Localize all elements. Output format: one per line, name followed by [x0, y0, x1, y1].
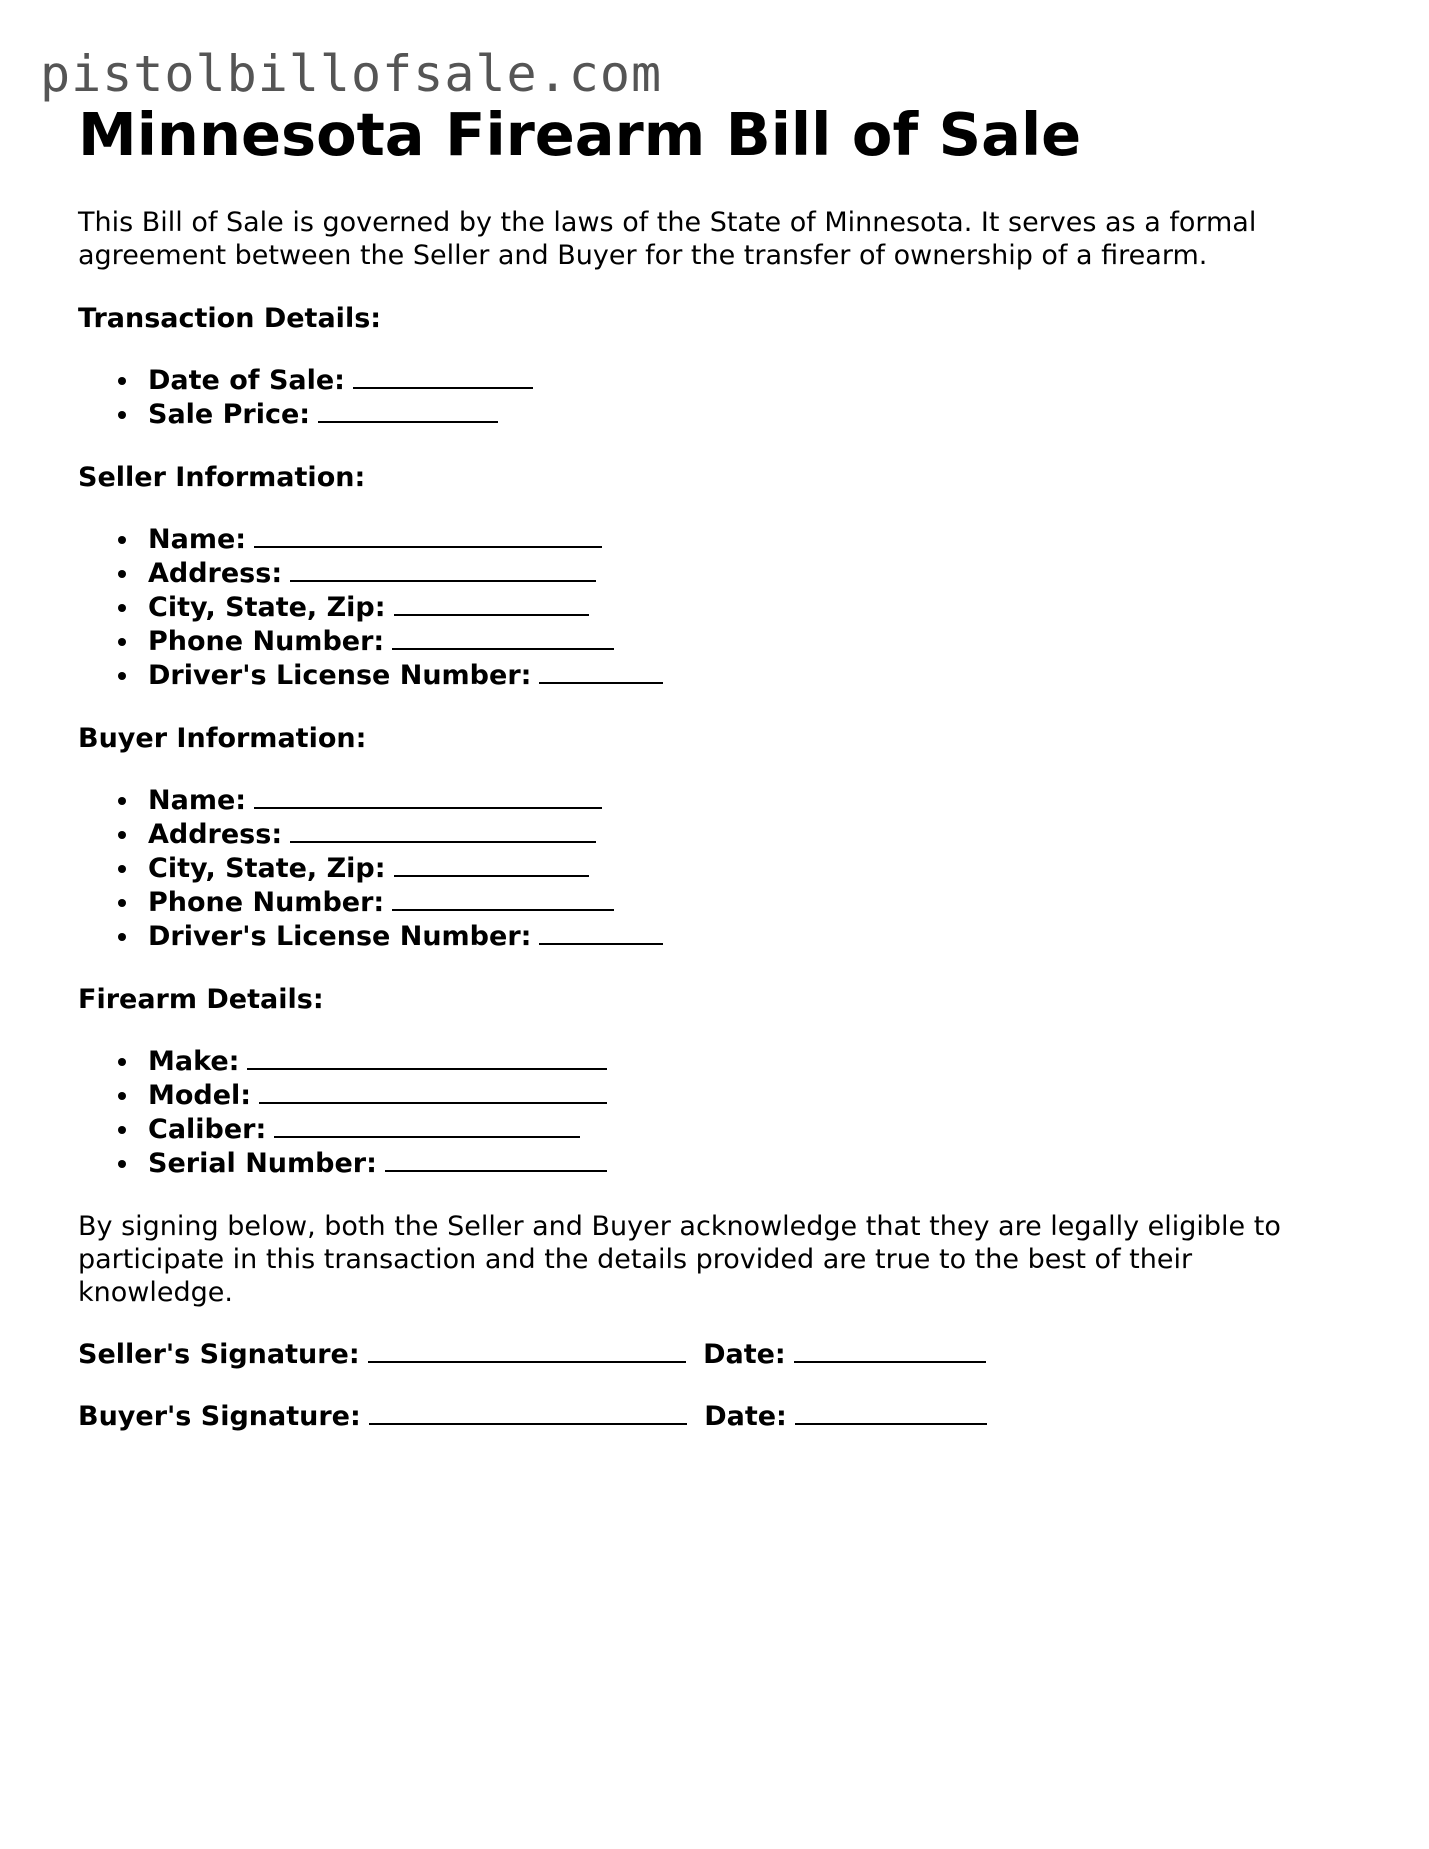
buyer-city-state-zip-label: City, State, Zip: — [148, 853, 386, 884]
seller-information-heading: Seller Information: — [78, 462, 366, 493]
buyer-date-label: Date: — [704, 1401, 787, 1432]
buyer-address-field[interactable] — [290, 817, 596, 843]
list-item-buyer-phone — [118, 885, 1358, 919]
buyer-name-field[interactable] — [254, 783, 602, 809]
caliber-label: Caliber: — [148, 1114, 267, 1145]
list-item-seller-address — [118, 556, 1358, 590]
seller-license-field[interactable] — [539, 658, 663, 684]
serial-number-field[interactable] — [385, 1146, 607, 1172]
seller-city-state-zip-field[interactable] — [394, 590, 589, 616]
list-item-seller-license — [118, 658, 1358, 692]
buyer-signature-field[interactable] — [369, 1399, 687, 1425]
buyer-name-label: Name: — [148, 785, 247, 816]
list-item-seller-name — [118, 522, 1358, 556]
caliber-field[interactable] — [274, 1112, 580, 1138]
list-item-seller-phone — [118, 624, 1358, 658]
transaction-details-list — [78, 363, 1358, 431]
seller-signature-line — [78, 1337, 1358, 1371]
page-title: Minnesota Firearm Bill of Sale — [78, 100, 1082, 169]
seller-address-label: Address: — [148, 558, 283, 589]
make-label: Make: — [148, 1046, 240, 1077]
date-of-sale-label: Date of Sale: — [148, 365, 345, 396]
seller-name-field[interactable] — [254, 522, 602, 548]
model-field[interactable] — [259, 1078, 607, 1104]
date-of-sale-field[interactable] — [353, 363, 533, 389]
bill-of-sale-document — [78, 100, 1358, 1433]
buyer-information-heading: Buyer Information: — [78, 723, 367, 754]
buyer-address-label: Address: — [148, 819, 283, 850]
buyer-license-field[interactable] — [539, 919, 663, 945]
buyer-city-state-zip-field[interactable] — [394, 851, 589, 877]
list-item-buyer-city-state-zip — [118, 851, 1358, 885]
seller-phone-label: Phone Number: — [148, 626, 385, 657]
seller-signature-label: Seller's Signature: — [78, 1339, 360, 1370]
make-field[interactable] — [247, 1044, 607, 1070]
list-item-buyer-name — [118, 783, 1358, 817]
transaction-details-heading: Transaction Details: — [78, 303, 382, 334]
list-item-model — [118, 1078, 1358, 1112]
buyer-signature-label: Buyer's Signature: — [78, 1401, 361, 1432]
firearm-details-list — [78, 1044, 1358, 1180]
sale-price-label: Sale Price: — [148, 399, 311, 430]
list-item-serial-number — [118, 1146, 1358, 1180]
acknowledgement-paragraph: By signing below, both the Seller and Buyer acknowledge that they are legally eligible to participate in this transaction and the details provided are true to the best of their knowledge. — [78, 1211, 1281, 1308]
seller-information-list — [78, 522, 1358, 692]
firearm-details-heading: Firearm Details: — [78, 984, 324, 1015]
buyer-license-label: Driver's License Number: — [148, 921, 532, 952]
buyer-phone-field[interactable] — [392, 885, 614, 911]
sale-price-field[interactable] — [318, 397, 498, 423]
list-item-seller-city-state-zip — [118, 590, 1358, 624]
list-item-date-of-sale — [118, 363, 1358, 397]
seller-address-field[interactable] — [290, 556, 596, 582]
seller-license-label: Driver's License Number: — [148, 660, 532, 691]
list-item-buyer-address — [118, 817, 1358, 851]
seller-date-field[interactable] — [794, 1337, 986, 1363]
list-item-caliber — [118, 1112, 1358, 1146]
seller-signature-field[interactable] — [368, 1337, 686, 1363]
buyer-date-field[interactable] — [795, 1399, 987, 1425]
list-item-make — [118, 1044, 1358, 1078]
seller-date-label: Date: — [703, 1339, 786, 1370]
model-label: Model: — [148, 1080, 252, 1111]
intro-paragraph: This Bill of Sale is governed by the laws of the State of Minnesota. It serves as a formal agreement between the Seller and Buyer for the transfer of ownership of a firearm. — [78, 207, 1257, 271]
site-watermark: pistolbillofsale.com — [40, 45, 663, 103]
seller-phone-field[interactable] — [392, 624, 614, 650]
buyer-signature-line — [78, 1399, 1358, 1433]
list-item-sale-price — [118, 397, 1358, 431]
seller-city-state-zip-label: City, State, Zip: — [148, 592, 386, 623]
list-item-buyer-license — [118, 919, 1358, 953]
serial-number-label: Serial Number: — [148, 1148, 377, 1179]
buyer-phone-label: Phone Number: — [148, 887, 385, 918]
buyer-information-list — [78, 783, 1358, 953]
seller-name-label: Name: — [148, 524, 247, 555]
